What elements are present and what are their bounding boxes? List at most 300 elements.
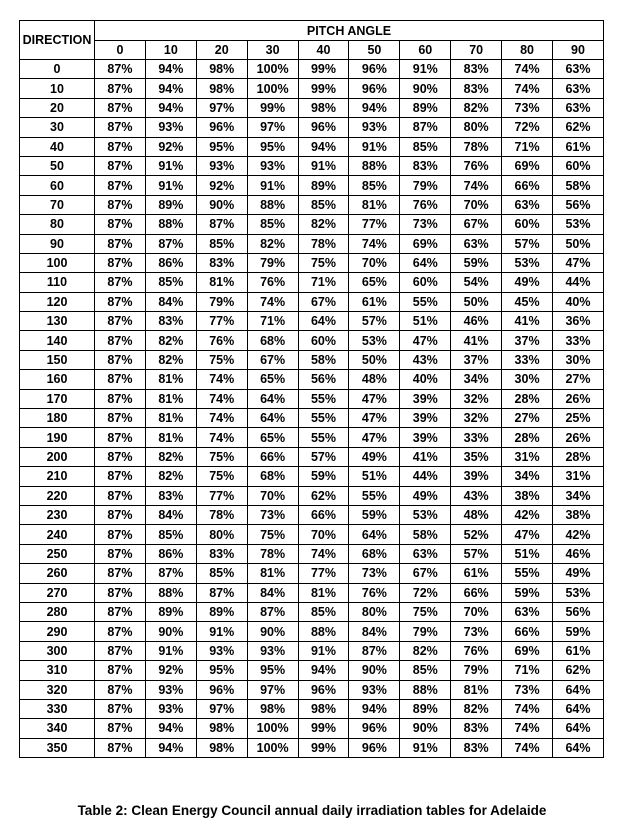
table-row <box>20 486 604 505</box>
direction-cell: 200 <box>20 447 95 466</box>
irradiation-value-cell: 28% <box>502 428 553 447</box>
irradiation-value-cell: 67% <box>247 350 298 369</box>
irradiation-value-cell: 87% <box>95 234 146 253</box>
direction-cell: 220 <box>20 486 95 505</box>
irradiation-value-cell: 87% <box>95 60 146 79</box>
irradiation-value-cell: 68% <box>349 544 400 563</box>
irradiation-value-cell: 63% <box>400 544 451 563</box>
irradiation-value-cell: 73% <box>502 680 553 699</box>
irradiation-value-cell: 82% <box>298 215 349 234</box>
irradiation-value-cell: 84% <box>145 292 196 311</box>
irradiation-value-cell: 93% <box>247 156 298 175</box>
irradiation-value-cell: 59% <box>298 467 349 486</box>
table-row <box>20 544 604 563</box>
direction-cell: 330 <box>20 699 95 718</box>
irradiation-value-cell: 49% <box>349 447 400 466</box>
direction-cell: 210 <box>20 467 95 486</box>
irradiation-value-cell: 98% <box>196 60 247 79</box>
irradiation-value-cell: 72% <box>400 583 451 602</box>
irradiation-value-cell: 66% <box>502 622 553 641</box>
direction-cell: 50 <box>20 156 95 175</box>
irradiation-value-cell: 78% <box>196 505 247 524</box>
irradiation-value-cell: 90% <box>349 661 400 680</box>
irradiation-value-cell: 95% <box>247 661 298 680</box>
irradiation-value-cell: 58% <box>400 525 451 544</box>
irradiation-value-cell: 61% <box>553 137 604 156</box>
irradiation-value-cell: 89% <box>400 699 451 718</box>
irradiation-value-cell: 93% <box>247 641 298 660</box>
irradiation-value-cell: 69% <box>502 641 553 660</box>
irradiation-value-cell: 81% <box>145 409 196 428</box>
direction-cell: 270 <box>20 583 95 602</box>
irradiation-value-cell: 83% <box>451 719 502 738</box>
irradiation-value-cell: 83% <box>400 156 451 175</box>
irradiation-value-cell: 57% <box>349 312 400 331</box>
irradiation-value-cell: 33% <box>553 331 604 350</box>
irradiation-value-cell: 82% <box>145 331 196 350</box>
irradiation-value-cell: 88% <box>400 680 451 699</box>
direction-cell: 90 <box>20 234 95 253</box>
pitch-angle-label: 80 <box>502 41 553 60</box>
irradiation-value-cell: 64% <box>247 389 298 408</box>
irradiation-value-cell: 96% <box>349 719 400 738</box>
direction-cell: 30 <box>20 118 95 137</box>
irradiation-value-cell: 74% <box>502 719 553 738</box>
irradiation-value-cell: 62% <box>298 486 349 505</box>
table-row <box>20 505 604 524</box>
irradiation-value-cell: 97% <box>247 680 298 699</box>
irradiation-value-cell: 60% <box>553 156 604 175</box>
irradiation-value-cell: 63% <box>553 60 604 79</box>
irradiation-value-cell: 74% <box>196 370 247 389</box>
irradiation-value-cell: 87% <box>145 234 196 253</box>
irradiation-value-cell: 87% <box>95 622 146 641</box>
irradiation-value-cell: 87% <box>95 467 146 486</box>
irradiation-value-cell: 74% <box>196 409 247 428</box>
irradiation-value-cell: 78% <box>298 234 349 253</box>
irradiation-value-cell: 87% <box>95 409 146 428</box>
irradiation-table <box>19 20 604 758</box>
irradiation-value-cell: 85% <box>196 564 247 583</box>
irradiation-value-cell: 66% <box>247 447 298 466</box>
irradiation-value-cell: 94% <box>298 661 349 680</box>
irradiation-value-cell: 87% <box>95 273 146 292</box>
irradiation-value-cell: 81% <box>145 370 196 389</box>
irradiation-value-cell: 57% <box>451 544 502 563</box>
irradiation-value-cell: 82% <box>145 467 196 486</box>
irradiation-value-cell: 53% <box>553 215 604 234</box>
irradiation-value-cell: 61% <box>349 292 400 311</box>
irradiation-value-cell: 85% <box>400 137 451 156</box>
irradiation-value-cell: 81% <box>298 583 349 602</box>
irradiation-value-cell: 88% <box>145 583 196 602</box>
irradiation-value-cell: 91% <box>247 176 298 195</box>
irradiation-value-cell: 33% <box>502 350 553 369</box>
irradiation-value-cell: 89% <box>298 176 349 195</box>
irradiation-value-cell: 87% <box>247 602 298 621</box>
irradiation-value-cell: 68% <box>247 331 298 350</box>
irradiation-value-cell: 87% <box>95 602 146 621</box>
irradiation-value-cell: 77% <box>196 312 247 331</box>
irradiation-value-cell: 39% <box>400 389 451 408</box>
irradiation-value-cell: 83% <box>196 253 247 272</box>
irradiation-value-cell: 53% <box>553 583 604 602</box>
pitch-angle-label: 90 <box>553 41 604 60</box>
irradiation-value-cell: 98% <box>196 79 247 98</box>
irradiation-value-cell: 98% <box>247 699 298 718</box>
pitch-angle-label: 10 <box>145 41 196 60</box>
direction-cell: 20 <box>20 98 95 117</box>
irradiation-value-cell: 76% <box>349 583 400 602</box>
table-row <box>20 350 604 369</box>
irradiation-value-cell: 90% <box>400 79 451 98</box>
irradiation-value-cell: 87% <box>95 486 146 505</box>
table-row <box>20 195 604 214</box>
irradiation-value-cell: 64% <box>553 719 604 738</box>
irradiation-value-cell: 86% <box>145 544 196 563</box>
irradiation-value-cell: 90% <box>196 195 247 214</box>
irradiation-value-cell: 43% <box>400 350 451 369</box>
direction-cell: 60 <box>20 176 95 195</box>
irradiation-value-cell: 68% <box>247 467 298 486</box>
irradiation-value-cell: 85% <box>400 661 451 680</box>
irradiation-value-cell: 70% <box>298 525 349 544</box>
table-row <box>20 60 604 79</box>
irradiation-value-cell: 61% <box>553 641 604 660</box>
irradiation-value-cell: 71% <box>502 661 553 680</box>
irradiation-value-cell: 83% <box>451 60 502 79</box>
irradiation-value-cell: 53% <box>349 331 400 350</box>
direction-cell: 180 <box>20 409 95 428</box>
irradiation-value-cell: 87% <box>95 137 146 156</box>
irradiation-value-cell: 81% <box>349 195 400 214</box>
irradiation-value-cell: 82% <box>247 234 298 253</box>
table-row <box>20 118 604 137</box>
irradiation-value-cell: 85% <box>145 525 196 544</box>
irradiation-value-cell: 41% <box>400 447 451 466</box>
irradiation-value-cell: 79% <box>400 176 451 195</box>
pitch-angle-label: 20 <box>196 41 247 60</box>
pitch-angle-label: 60 <box>400 41 451 60</box>
irradiation-value-cell: 93% <box>145 118 196 137</box>
irradiation-value-cell: 93% <box>145 680 196 699</box>
irradiation-value-cell: 86% <box>145 253 196 272</box>
irradiation-value-cell: 64% <box>298 312 349 331</box>
irradiation-value-cell: 30% <box>502 370 553 389</box>
irradiation-value-cell: 59% <box>349 505 400 524</box>
irradiation-value-cell: 90% <box>400 719 451 738</box>
irradiation-value-cell: 82% <box>451 98 502 117</box>
irradiation-value-cell: 63% <box>451 234 502 253</box>
irradiation-value-cell: 74% <box>502 79 553 98</box>
irradiation-value-cell: 62% <box>553 661 604 680</box>
irradiation-value-cell: 87% <box>95 253 146 272</box>
irradiation-value-cell: 87% <box>95 428 146 447</box>
irradiation-value-cell: 91% <box>145 641 196 660</box>
irradiation-value-cell: 78% <box>247 544 298 563</box>
pitch-angle-label: 50 <box>349 41 400 60</box>
irradiation-value-cell: 87% <box>95 79 146 98</box>
irradiation-value-cell: 87% <box>95 195 146 214</box>
irradiation-value-cell: 56% <box>553 195 604 214</box>
irradiation-value-cell: 100% <box>247 719 298 738</box>
irradiation-value-cell: 87% <box>95 505 146 524</box>
irradiation-value-cell: 74% <box>298 544 349 563</box>
direction-cell: 320 <box>20 680 95 699</box>
irradiation-value-cell: 79% <box>451 661 502 680</box>
irradiation-value-cell: 27% <box>502 409 553 428</box>
irradiation-value-cell: 87% <box>95 641 146 660</box>
irradiation-value-cell: 64% <box>247 409 298 428</box>
irradiation-value-cell: 59% <box>451 253 502 272</box>
irradiation-value-cell: 97% <box>196 98 247 117</box>
irradiation-value-cell: 75% <box>400 602 451 621</box>
irradiation-value-cell: 55% <box>298 389 349 408</box>
table-row <box>20 719 604 738</box>
irradiation-value-cell: 87% <box>95 583 146 602</box>
irradiation-value-cell: 67% <box>400 564 451 583</box>
direction-cell: 350 <box>20 738 95 757</box>
header-row-angles <box>20 41 604 60</box>
table-row <box>20 564 604 583</box>
irradiation-value-cell: 93% <box>196 641 247 660</box>
irradiation-value-cell: 60% <box>298 331 349 350</box>
irradiation-value-cell: 53% <box>400 505 451 524</box>
irradiation-value-cell: 97% <box>247 118 298 137</box>
irradiation-value-cell: 87% <box>95 176 146 195</box>
irradiation-value-cell: 42% <box>502 505 553 524</box>
irradiation-value-cell: 76% <box>451 641 502 660</box>
irradiation-value-cell: 87% <box>95 447 146 466</box>
irradiation-value-cell: 55% <box>298 409 349 428</box>
irradiation-value-cell: 81% <box>196 273 247 292</box>
irradiation-value-cell: 93% <box>196 156 247 175</box>
irradiation-value-cell: 87% <box>95 370 146 389</box>
irradiation-value-cell: 77% <box>349 215 400 234</box>
irradiation-value-cell: 46% <box>451 312 502 331</box>
irradiation-value-cell: 85% <box>298 195 349 214</box>
irradiation-value-cell: 28% <box>502 389 553 408</box>
irradiation-value-cell: 66% <box>502 176 553 195</box>
irradiation-value-cell: 87% <box>95 215 146 234</box>
irradiation-value-cell: 48% <box>349 370 400 389</box>
irradiation-value-cell: 94% <box>298 137 349 156</box>
irradiation-value-cell: 83% <box>145 486 196 505</box>
irradiation-value-cell: 38% <box>553 505 604 524</box>
irradiation-value-cell: 55% <box>502 564 553 583</box>
irradiation-value-cell: 57% <box>298 447 349 466</box>
irradiation-value-cell: 76% <box>451 156 502 175</box>
irradiation-value-cell: 74% <box>196 389 247 408</box>
pitch-angle-label: 0 <box>95 41 146 60</box>
irradiation-value-cell: 55% <box>298 428 349 447</box>
irradiation-value-cell: 91% <box>298 641 349 660</box>
direction-cell: 140 <box>20 331 95 350</box>
irradiation-value-cell: 65% <box>349 273 400 292</box>
irradiation-value-cell: 100% <box>247 60 298 79</box>
irradiation-value-cell: 62% <box>553 118 604 137</box>
irradiation-value-cell: 32% <box>451 389 502 408</box>
irradiation-value-cell: 73% <box>349 564 400 583</box>
table-row <box>20 234 604 253</box>
irradiation-value-cell: 92% <box>196 176 247 195</box>
table-row <box>20 409 604 428</box>
irradiation-value-cell: 98% <box>196 719 247 738</box>
irradiation-value-cell: 87% <box>400 118 451 137</box>
irradiation-value-cell: 95% <box>196 661 247 680</box>
direction-cell: 280 <box>20 602 95 621</box>
table-row <box>20 215 604 234</box>
irradiation-value-cell: 35% <box>451 447 502 466</box>
irradiation-value-cell: 94% <box>145 719 196 738</box>
irradiation-value-cell: 64% <box>553 699 604 718</box>
direction-cell: 100 <box>20 253 95 272</box>
irradiation-value-cell: 65% <box>247 370 298 389</box>
irradiation-value-cell: 89% <box>145 602 196 621</box>
irradiation-value-cell: 87% <box>95 661 146 680</box>
irradiation-value-cell: 98% <box>196 738 247 757</box>
irradiation-value-cell: 71% <box>502 137 553 156</box>
irradiation-value-cell: 84% <box>247 583 298 602</box>
irradiation-value-cell: 63% <box>553 98 604 117</box>
irradiation-value-cell: 71% <box>298 273 349 292</box>
header-row-pitch <box>20 21 604 41</box>
irradiation-value-cell: 87% <box>196 583 247 602</box>
irradiation-value-cell: 83% <box>196 544 247 563</box>
irradiation-value-cell: 89% <box>400 98 451 117</box>
irradiation-value-cell: 82% <box>400 641 451 660</box>
irradiation-value-cell: 91% <box>145 176 196 195</box>
irradiation-value-cell: 94% <box>145 98 196 117</box>
irradiation-value-cell: 87% <box>95 389 146 408</box>
irradiation-value-cell: 96% <box>196 118 247 137</box>
irradiation-value-cell: 58% <box>553 176 604 195</box>
irradiation-value-cell: 98% <box>298 699 349 718</box>
irradiation-value-cell: 87% <box>95 680 146 699</box>
irradiation-value-cell: 30% <box>553 350 604 369</box>
irradiation-value-cell: 81% <box>145 428 196 447</box>
irradiation-value-cell: 47% <box>502 525 553 544</box>
irradiation-value-cell: 80% <box>196 525 247 544</box>
direction-cell: 260 <box>20 564 95 583</box>
irradiation-value-cell: 88% <box>145 215 196 234</box>
irradiation-value-cell: 99% <box>247 98 298 117</box>
irradiation-value-cell: 75% <box>247 525 298 544</box>
irradiation-value-cell: 95% <box>196 137 247 156</box>
direction-cell: 110 <box>20 273 95 292</box>
irradiation-value-cell: 37% <box>502 331 553 350</box>
irradiation-value-cell: 94% <box>349 98 400 117</box>
irradiation-value-cell: 53% <box>502 253 553 272</box>
irradiation-value-cell: 66% <box>298 505 349 524</box>
direction-cell: 170 <box>20 389 95 408</box>
irradiation-value-cell: 48% <box>451 505 502 524</box>
direction-cell: 80 <box>20 215 95 234</box>
irradiation-value-cell: 39% <box>400 428 451 447</box>
irradiation-value-cell: 100% <box>247 738 298 757</box>
irradiation-value-cell: 74% <box>502 738 553 757</box>
irradiation-value-cell: 87% <box>196 215 247 234</box>
irradiation-value-cell: 55% <box>400 292 451 311</box>
table-row <box>20 312 604 331</box>
irradiation-value-cell: 79% <box>247 253 298 272</box>
irradiation-value-cell: 34% <box>553 486 604 505</box>
irradiation-value-cell: 47% <box>349 389 400 408</box>
irradiation-value-cell: 49% <box>502 273 553 292</box>
irradiation-value-cell: 56% <box>553 602 604 621</box>
irradiation-value-cell: 76% <box>400 195 451 214</box>
irradiation-value-cell: 96% <box>349 79 400 98</box>
irradiation-value-cell: 73% <box>400 215 451 234</box>
irradiation-value-cell: 89% <box>196 602 247 621</box>
irradiation-value-cell: 75% <box>196 350 247 369</box>
irradiation-value-cell: 93% <box>349 118 400 137</box>
irradiation-value-cell: 94% <box>145 79 196 98</box>
irradiation-value-cell: 99% <box>298 60 349 79</box>
irradiation-value-cell: 28% <box>553 447 604 466</box>
irradiation-value-cell: 43% <box>451 486 502 505</box>
irradiation-value-cell: 88% <box>247 195 298 214</box>
irradiation-value-cell: 51% <box>349 467 400 486</box>
irradiation-value-cell: 33% <box>451 428 502 447</box>
irradiation-value-cell: 52% <box>451 525 502 544</box>
irradiation-value-cell: 81% <box>247 564 298 583</box>
irradiation-value-cell: 87% <box>95 699 146 718</box>
irradiation-value-cell: 39% <box>451 467 502 486</box>
irradiation-value-cell: 96% <box>298 118 349 137</box>
irradiation-value-cell: 64% <box>349 525 400 544</box>
table-header <box>20 21 604 60</box>
table-row <box>20 137 604 156</box>
irradiation-value-cell: 75% <box>196 447 247 466</box>
irradiation-value-cell: 74% <box>451 176 502 195</box>
direction-cell: 250 <box>20 544 95 563</box>
irradiation-value-cell: 27% <box>553 370 604 389</box>
irradiation-value-cell: 85% <box>196 234 247 253</box>
irradiation-value-cell: 66% <box>451 583 502 602</box>
irradiation-value-cell: 94% <box>145 60 196 79</box>
table-row <box>20 680 604 699</box>
table-row <box>20 467 604 486</box>
irradiation-value-cell: 65% <box>247 428 298 447</box>
irradiation-value-cell: 74% <box>349 234 400 253</box>
irradiation-value-cell: 73% <box>451 622 502 641</box>
pitch-angle-header: PITCH ANGLE <box>95 21 604 41</box>
irradiation-value-cell: 94% <box>349 699 400 718</box>
irradiation-value-cell: 93% <box>145 699 196 718</box>
irradiation-value-cell: 31% <box>502 447 553 466</box>
direction-cell: 240 <box>20 525 95 544</box>
irradiation-value-cell: 92% <box>145 137 196 156</box>
irradiation-value-cell: 99% <box>298 719 349 738</box>
irradiation-value-cell: 71% <box>247 312 298 331</box>
irradiation-value-cell: 74% <box>247 292 298 311</box>
irradiation-value-cell: 83% <box>145 312 196 331</box>
irradiation-value-cell: 54% <box>451 273 502 292</box>
irradiation-value-cell: 44% <box>400 467 451 486</box>
irradiation-value-cell: 94% <box>145 738 196 757</box>
irradiation-value-cell: 87% <box>349 641 400 660</box>
irradiation-value-cell: 95% <box>247 137 298 156</box>
irradiation-value-cell: 77% <box>196 486 247 505</box>
direction-cell: 340 <box>20 719 95 738</box>
irradiation-value-cell: 87% <box>145 564 196 583</box>
irradiation-value-cell: 38% <box>502 486 553 505</box>
irradiation-value-cell: 100% <box>247 79 298 98</box>
irradiation-value-cell: 91% <box>400 60 451 79</box>
irradiation-value-cell: 91% <box>400 738 451 757</box>
irradiation-value-cell: 92% <box>145 661 196 680</box>
